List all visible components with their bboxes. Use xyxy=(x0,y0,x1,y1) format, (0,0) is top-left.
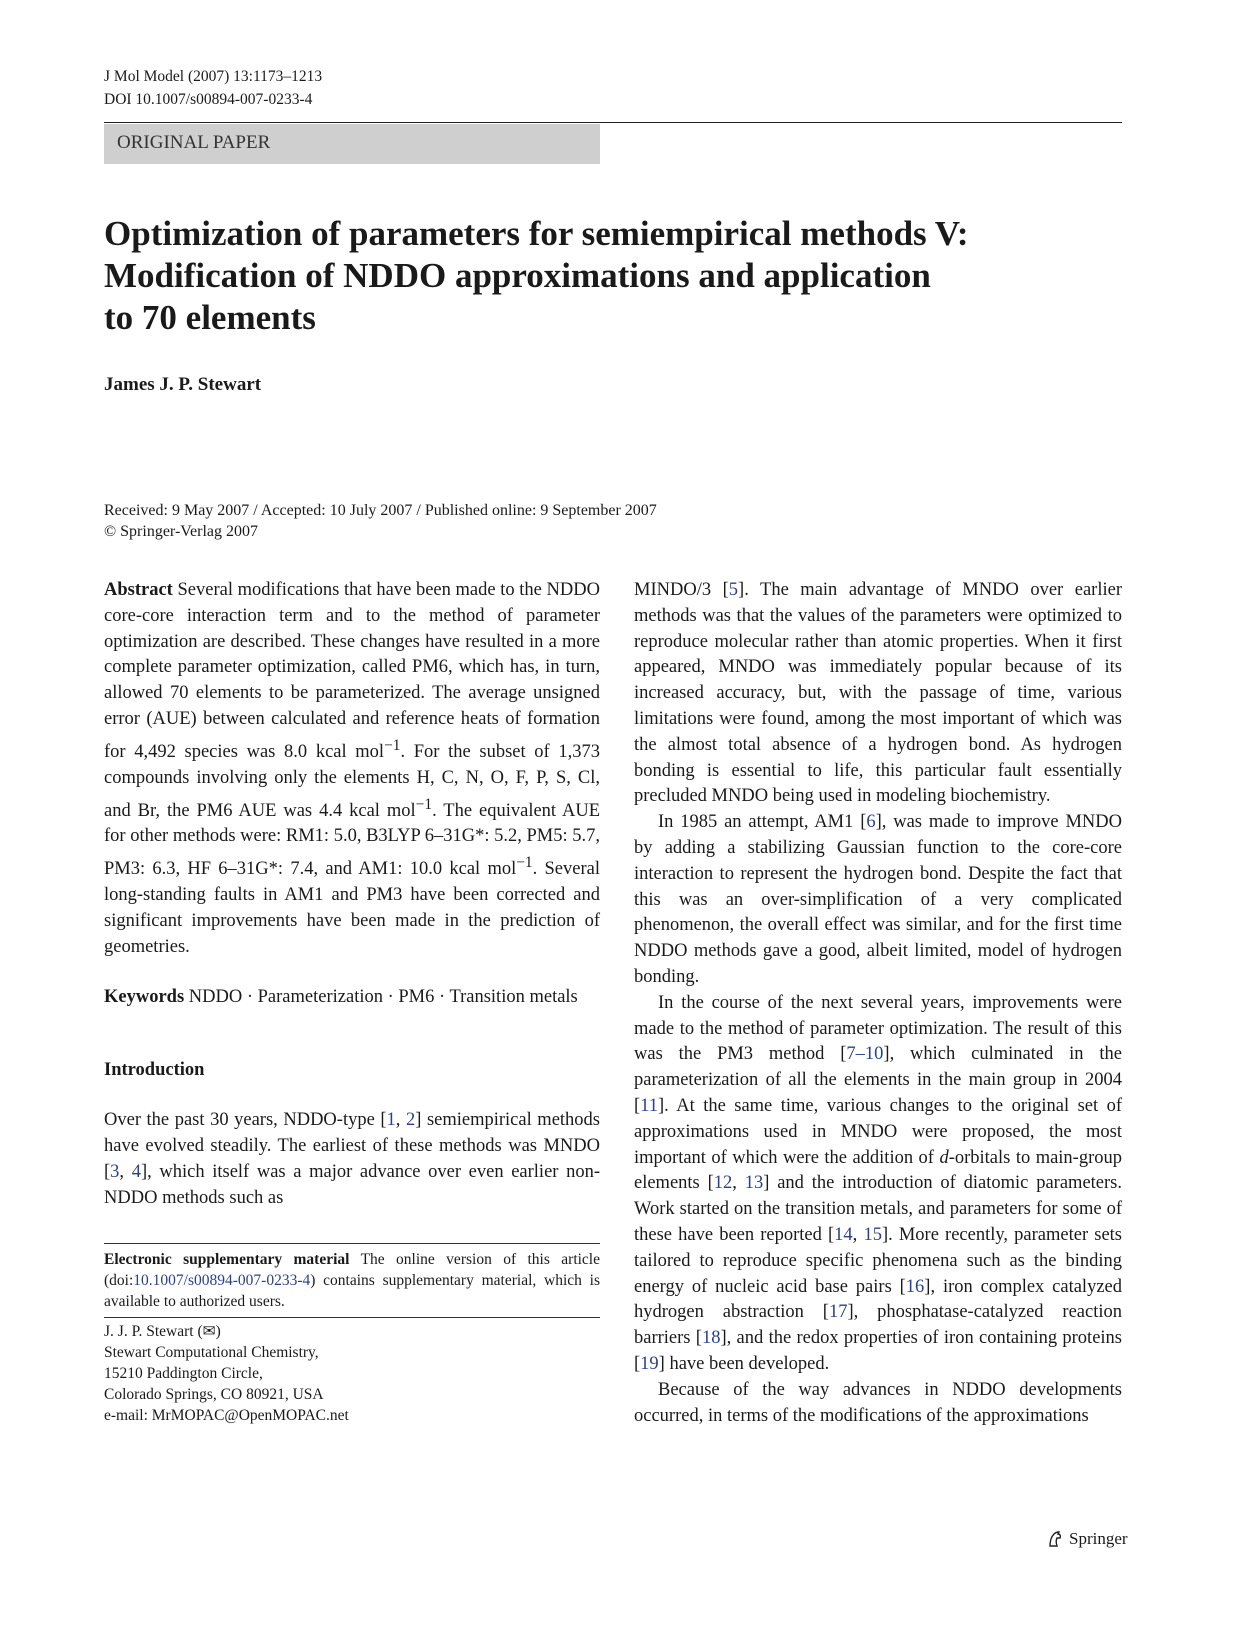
supplementary-note xyxy=(104,1249,600,1312)
introduction-heading: Introduction xyxy=(104,1060,205,1081)
ref-link-3[interactable]: 3 xyxy=(110,1161,120,1182)
footnote-rule-2 xyxy=(104,1317,600,1318)
title-line-2: Modification of NDDO approximations and application xyxy=(104,256,931,295)
header-rule xyxy=(104,122,1122,123)
affiliation-name-line xyxy=(104,1321,600,1342)
ref-link-11[interactable]: 11 xyxy=(640,1095,658,1116)
supplementary-text-1: The online version of this article (doi: xyxy=(104,1251,600,1289)
journal-header xyxy=(104,65,322,111)
publication-dates xyxy=(104,500,657,542)
journal-citation: J Mol Model (2007) 13:1173–1213 xyxy=(104,68,323,85)
ref-sep: , xyxy=(119,1161,132,1182)
right-paragraph-1 xyxy=(634,578,1122,810)
ref-sep: , xyxy=(395,1110,406,1131)
right-paragraph-3 xyxy=(634,991,1122,1378)
ref-link-5[interactable]: 5 xyxy=(728,580,739,600)
supplementary-text-2: ) contains supplementary material, which is available to authorized users. xyxy=(104,1272,600,1310)
r-text-3f: ]. More recently, parameter sets tailored to reproduce specific phenomena such as the binding energy of nucleic acid base pairs [ xyxy=(634,1224,1123,1297)
ref-sep: , xyxy=(852,1224,864,1245)
intro-text-a: Over the past 30 years, NDDO-type [ xyxy=(104,1110,387,1131)
r-text-3g: ], iron complex catalyzed hydrogen abstraction [ xyxy=(634,1276,1122,1323)
left-column xyxy=(104,578,600,1211)
r-text-3h: ], phosphatase-catalyzed reaction barriers [ xyxy=(634,1302,1123,1349)
r-text-3e: ] and the introduction of diatomic parameters. Work started on the transition metals, and parameters for some of these have been reported [ xyxy=(634,1173,1122,1245)
author-affiliation xyxy=(104,1321,600,1426)
ref-link-13[interactable]: 13 xyxy=(744,1173,764,1194)
r-text-1a: MINDO/3 [ xyxy=(634,580,729,600)
ref-link-7-10[interactable]: 7–10 xyxy=(846,1044,884,1065)
abstract-label: Abstract xyxy=(104,580,173,600)
title-line-1: Optimization of parameters for semiempirical methods V: xyxy=(104,214,969,253)
r-text-3a: In the course of the next several years, improvements were made to the method of parameter optimization. The result of this was the PM3 method [ xyxy=(634,992,1122,1065)
abstract-text-4: . Several long-standing faults in AM1 and PM3 have been corrected and significant improvements have been made in the prediction of geometries. xyxy=(104,859,600,957)
abstract-text-1: Several modifications that have been made to the NDDO core-core interaction term and to the method of parameter optimization are described. These changes have resulted in a more complete parameter optimization, called PM6, which has, in turn, allowed 70 elements to be parameterized. The average unsigned error (AUE) between calculated and reference heats of formation for 4,492 species was 8.0 kcal mol xyxy=(104,580,600,762)
r-text-3b: ], which culminated in the parameterization of all the elements in the main group in 2004 [ xyxy=(634,1044,1123,1116)
keywords-label: Keywords xyxy=(104,986,185,1007)
right-column xyxy=(634,578,1122,1429)
r-text-2a: In 1985 an attempt, AM1 [ xyxy=(658,812,867,833)
intro-text-c: ], which itself was a major advance over even earlier non-NDDO methods such as xyxy=(104,1161,600,1208)
title-line-3: to 70 elements xyxy=(104,298,316,337)
ref-link-12[interactable]: 12 xyxy=(713,1173,733,1194)
right-paragraph-2 xyxy=(634,810,1122,991)
affiliation-org: Stewart Computational Chemistry, xyxy=(104,1344,319,1361)
springer-logo xyxy=(1045,1529,1128,1549)
affiliation-city: Colorado Springs, CO 80921, USA xyxy=(104,1386,324,1403)
abstract xyxy=(104,578,600,961)
dates-line: Received: 9 May 2007 / Accepted: 10 July 2007 / Published online: 9 September 2007 xyxy=(104,502,657,519)
r-text-3i: ], and the redox properties of iron containing proteins [ xyxy=(634,1328,1122,1374)
footnote-rule-1 xyxy=(104,1243,600,1244)
keywords-text: NDDO · Parameterization · PM6 · Transition metals xyxy=(184,986,578,1007)
springer-horse-icon xyxy=(1045,1529,1065,1549)
ref-link-6[interactable]: 6 xyxy=(866,812,876,833)
affiliation-name: J. J. P. Stewart ( xyxy=(104,1323,203,1340)
supplementary-doi-link[interactable]: 10.1007/s00894-007-0233-4 xyxy=(133,1272,311,1289)
ref-link-4[interactable]: 4 xyxy=(131,1161,141,1182)
ref-link-1[interactable]: 1 xyxy=(386,1110,396,1131)
r-text-1b: ]. The main advantage of MNDO over earlier methods was that the values of the parameters were optimized to reproduce molecular rather than atomic properties. When it first appeared, MNDO was immediately popular because of its increased accuracy, but, with the passage of time, various limitations were found, among the most important of which was the almost total absence of a hydrogen bond. As hydrogen bonding is essential to life, this particular fault essentially precluded MNDO being used in modeling biochemistry. xyxy=(634,580,1122,807)
ref-link-17[interactable]: 17 xyxy=(828,1302,848,1323)
r-text-2b: ], was made to improve MNDO by adding a stabilizing Gaussian function to the core-core interaction to represent the hydrogen bond. Despite the fact that this was an over-simplification of a very complicated phenomenon, the overall effect was similar, and for the first time NDDO methods gave a good, albeit limited, model of hydrogen bonding. xyxy=(634,812,1122,987)
abstract-text-2: . For the subset of 1,373 compounds involving only the elements H, C, N, O, F, P, S, Cl, and Br, the PM6 AUE was 4.4 kcal mol xyxy=(104,741,600,821)
author-name: James J. P. Stewart xyxy=(104,374,262,395)
springer-wordmark: Springer xyxy=(1069,1529,1128,1548)
intro-text-b: ] semiempirical methods have evolved steadily. The earliest of these methods was MNDO [ xyxy=(104,1110,600,1182)
ref-link-19[interactable]: 19 xyxy=(640,1353,659,1374)
r-text-3d: -orbitals to main-group elements [ xyxy=(634,1147,1123,1194)
ref-link-14[interactable]: 14 xyxy=(834,1224,853,1245)
affiliation-close: ) xyxy=(215,1323,221,1340)
r-text-3j: ] have been developed. xyxy=(658,1353,830,1374)
copyright-line: © Springer-Verlag 2007 xyxy=(104,523,259,540)
affiliation-street: 15210 Paddington Circle, xyxy=(104,1365,263,1382)
ref-link-2[interactable]: 2 xyxy=(405,1110,416,1131)
journal-doi: DOI 10.1007/s00894-007-0233-4 xyxy=(104,91,313,108)
ref-sep: , xyxy=(732,1173,745,1194)
ref-link-18[interactable]: 18 xyxy=(701,1328,721,1349)
ref-link-16[interactable]: 16 xyxy=(905,1276,925,1297)
right-paragraph-4: Because of the way advances in NDDO developments occurred, in terms of the modifications of the approximations xyxy=(634,1379,1122,1426)
ref-link-15[interactable]: 15 xyxy=(863,1224,882,1245)
section-label: ORIGINAL PAPER xyxy=(104,124,600,164)
d-orbital-italic: d xyxy=(939,1147,949,1168)
abstract-sup-1: −1 xyxy=(384,736,401,754)
affiliation-email: e-mail: MrMOPAC@OpenMOPAC.net xyxy=(104,1407,349,1424)
paper-title xyxy=(104,213,1122,339)
mail-icon: ✉ xyxy=(202,1323,216,1340)
keywords xyxy=(104,985,600,1011)
abstract-sup-2: −1 xyxy=(415,795,433,813)
abstract-sup-3: −1 xyxy=(516,854,533,872)
intro-paragraph xyxy=(104,1108,600,1211)
r-text-3c: ]. At the same time, various changes to the original set of approximations used in MNDO were proposed, the most important of which were the addition of xyxy=(634,1095,1122,1168)
abstract-text-3: . The equivalent AUE for other methods were: RM1: 5.0, B3LYP 6–31G*: 5.2, PM5: 5.7, PM3: 6.3, HF 6–31G*: 7.4, and AM1: 10.0 kcal mol xyxy=(104,800,600,880)
supplementary-label: Electronic supplementary material xyxy=(104,1251,350,1268)
